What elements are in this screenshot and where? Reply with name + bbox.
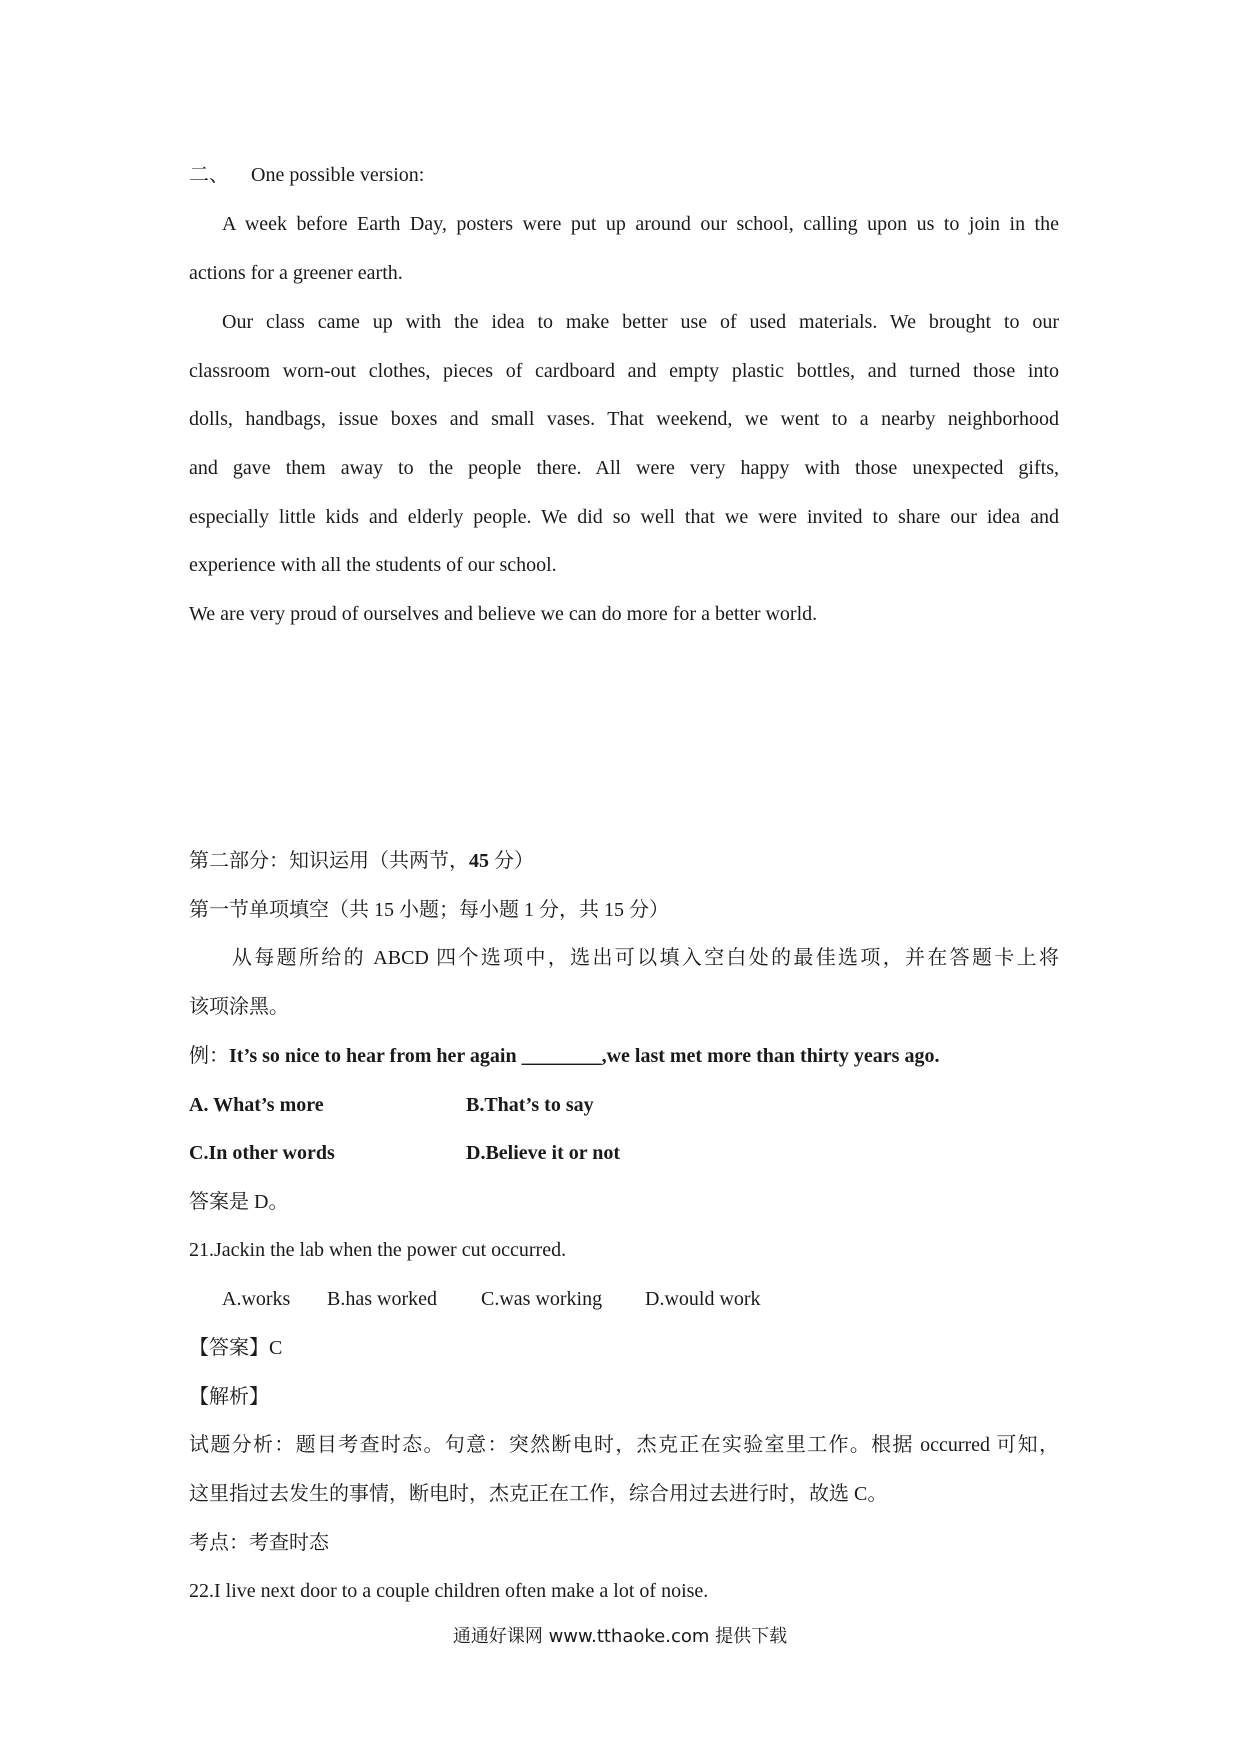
part2-title-prefix: 第二部分：知识运用（共两节，: [189, 850, 469, 872]
q21-option-b: B.has worked: [327, 1288, 437, 1310]
example-option-c: C.In other words: [189, 1142, 335, 1164]
example-text: It’s so nice to hear from her again ________,we last met more than thirty years ago.: [229, 1045, 940, 1067]
q21-analysis-label: 【解析】: [189, 1386, 269, 1408]
essay-p2-line1: Our class came up with the idea to make better use of used materials. We brought to our: [222, 311, 1059, 333]
essay-p2-line6: experience with all the students of our school.: [189, 554, 557, 576]
q21-analysis-line2: 这里指过去发生的事情，断电时，杰克正在工作，综合用过去进行时，故选 C。: [189, 1483, 888, 1505]
instruction-line1: 从每题所给的 ABCD 四个选项中，选出可以填入空白处的最佳选项，并在答题卡上将: [232, 947, 1059, 969]
q21-answer: 【答案】C: [189, 1337, 283, 1359]
part2-title-suffix: 分）: [489, 850, 534, 872]
instruction-line2: 该项涂黑。: [189, 996, 289, 1018]
q22-stem: 22.I live next door to a couple children often make a lot of noise.: [189, 1580, 709, 1602]
example-option-b: B.That’s to say: [466, 1094, 594, 1116]
essay-heading: [189, 162, 1059, 188]
example-option-d: D.Believe it or not: [466, 1142, 621, 1164]
example-option-a: A. What’s more: [189, 1094, 324, 1116]
q21-option-d: D.would work: [645, 1288, 761, 1310]
page-footer: 通通好课网 www.tthaoke.com 提供下载: [452, 1626, 788, 1647]
part2-title: [189, 848, 1059, 874]
essay-p2-line3: dolls, handbags, issue boxes and small vases. That weekend, we went to a nearby neighborhood: [189, 408, 1059, 430]
q21-option-a: A.works: [222, 1288, 291, 1310]
essay-p2-line5: especially little kids and elderly people. We did so well that we were invited to share our idea and: [189, 506, 1059, 528]
example-answer: 答案是 D。: [189, 1191, 289, 1213]
example-label: 例：: [189, 1045, 229, 1067]
q21-point: 考点：考查时态: [189, 1532, 329, 1554]
essay-heading-number: 二、: [189, 164, 229, 186]
q21-stem: 21.Jackin the lab when the power cut occurred.: [189, 1239, 567, 1261]
part2-section1-title: 第一节单项填空（共 15 小题；每小题 1 分，共 15 分）: [189, 899, 669, 921]
essay-p3-line1: We are very proud of ourselves and believe we can do more for a better world.: [189, 603, 818, 625]
essay-p1-line1: A week before Earth Day, posters were put up around our school, calling upon us to join in the: [222, 213, 1059, 235]
essay-p1-line2: actions for a greener earth.: [189, 262, 403, 284]
q21-analysis-line1: 试题分析：题目考查时态。句意：突然断电时，杰克正在实验室里工作。根据 occurred 可知，: [189, 1434, 1059, 1456]
part2-title-score: 45: [469, 850, 489, 872]
q21-option-c: C.was working: [481, 1288, 603, 1310]
essay-p2-line2: classroom worn-out clothes, pieces of cardboard and empty plastic bottles, and turned those into: [189, 360, 1059, 382]
example-question: [189, 1043, 1059, 1069]
essay-p2-line4: and gave them away to the people there. All were very happy with those unexpected gifts,: [189, 457, 1059, 479]
essay-heading-text: One possible version:: [251, 164, 425, 186]
